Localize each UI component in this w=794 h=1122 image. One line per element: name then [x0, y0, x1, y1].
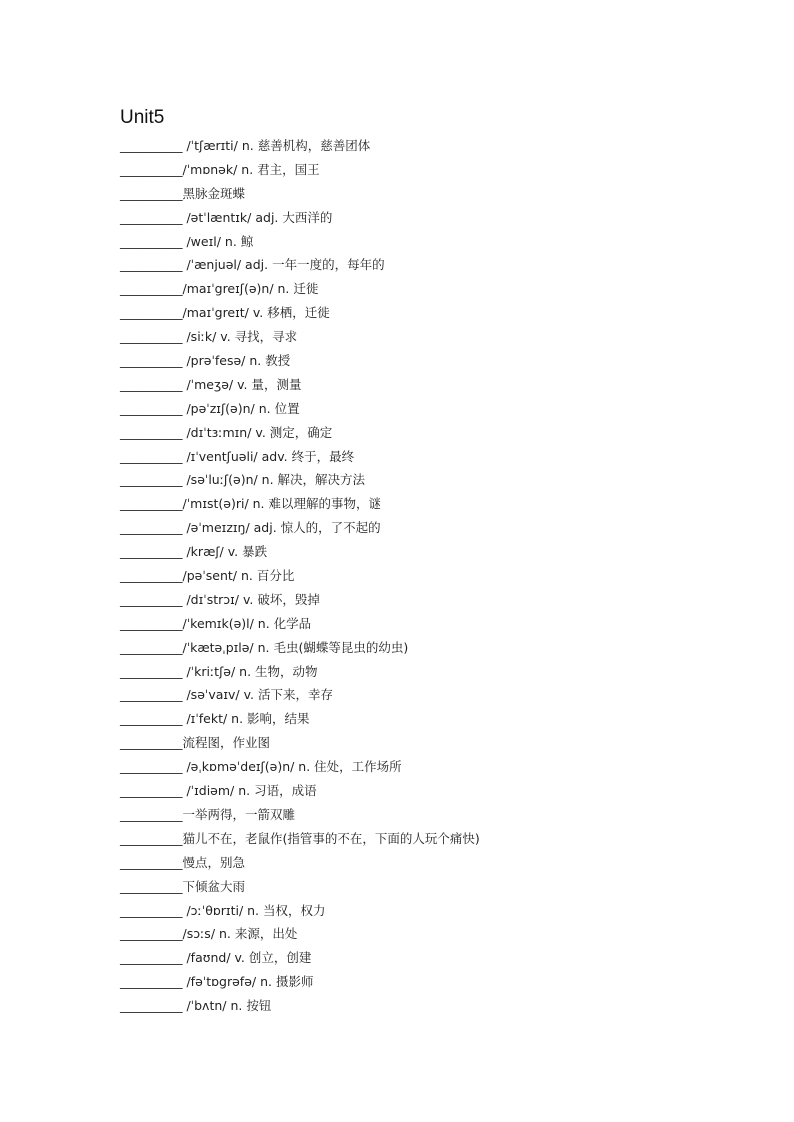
vocab-entry-text: /ətˈlæntɪk/ adj. 大西洋的 — [182, 209, 333, 225]
vocab-item — [120, 516, 760, 540]
vocab-item — [120, 468, 760, 492]
page-title: Unit5 — [120, 107, 165, 128]
vocab-item — [120, 325, 760, 349]
answer-blank: __________ — [120, 830, 183, 846]
answer-blank: __________ — [120, 496, 183, 512]
vocab-item — [120, 206, 760, 230]
vocab-entry-text: /ɪˈfekt/ n. 影响，结果 — [182, 711, 310, 727]
answer-blank: __________ — [120, 257, 183, 273]
vocab-item — [120, 134, 760, 158]
vocab-list — [120, 134, 760, 1018]
answer-blank: __________ — [120, 902, 183, 918]
vocab-item — [120, 683, 760, 707]
vocab-item — [120, 182, 760, 206]
answer-blank: __________ — [120, 448, 183, 464]
answer-blank: __________ — [120, 376, 183, 392]
vocab-item — [120, 588, 760, 612]
answer-blank: __________ — [120, 735, 183, 751]
vocab-item — [120, 253, 760, 277]
vocab-entry-text: 流程图，作业图 — [182, 735, 271, 751]
answer-blank: __________ — [120, 233, 183, 249]
answer-blank: __________ — [120, 926, 183, 942]
answer-blank: __________ — [120, 138, 183, 153]
answer-blank: __________ — [120, 472, 183, 488]
answer-blank: __________ — [120, 305, 183, 321]
answer-blank: __________ — [120, 663, 183, 679]
vocab-item — [120, 994, 760, 1018]
answer-blank: __________ — [120, 806, 183, 822]
vocab-item — [120, 301, 760, 325]
vocab-entry-text: /prəˈfesə/ n. 教授 — [182, 353, 291, 369]
vocab-item — [120, 875, 760, 899]
vocab-item — [120, 851, 760, 875]
vocab-item — [120, 373, 760, 397]
vocab-item — [120, 540, 760, 564]
vocab-item — [120, 827, 760, 851]
vocab-item — [120, 755, 760, 779]
answer-blank: __________ — [120, 400, 183, 416]
vocab-entry-text: /ˈɪdiəm/ n. 习语，成语 — [182, 783, 317, 799]
vocab-entry-text: /ˈmeʒə/ v. 量，测量 — [182, 376, 302, 392]
answer-blank: __________ — [120, 329, 183, 345]
vocab-entry-text: 下倾盆大雨 — [182, 878, 246, 894]
vocab-item — [120, 803, 760, 827]
vocab-entry-text: /ˈænjuəl/ adj. 一年一度的，每年的 — [182, 257, 385, 273]
vocab-entry-text: /faʊnd/ v. 创立，创建 — [182, 950, 312, 966]
vocab-item — [120, 230, 760, 254]
answer-blank: __________ — [120, 544, 183, 560]
answer-blank: __________ — [120, 950, 183, 966]
vocab-item — [120, 731, 760, 755]
answer-blank: __________ — [120, 711, 183, 727]
vocab-entry-text: /ɪˈventʃuəli/ adv. 终于，最终 — [182, 448, 355, 464]
answer-blank: __________ — [120, 974, 183, 990]
answer-blank: __________ — [120, 878, 183, 894]
vocab-entry-text: /ˈtʃærɪti/ n. 慈善机构，慈善团体 — [182, 138, 371, 153]
vocab-item — [120, 636, 760, 660]
vocab-item — [120, 492, 760, 516]
answer-blank: __________ — [120, 687, 183, 703]
vocab-item — [120, 397, 760, 421]
vocab-entry-text: /ˈmɒnək/ n. 君主，国王 — [182, 161, 320, 177]
vocab-entry-text: 慢点，别急 — [182, 854, 246, 870]
vocab-item — [120, 660, 760, 684]
vocab-item — [120, 946, 760, 970]
vocab-entry-text: 猫儿不在，老鼠作(指管事的不在，下面的人玩个痛快) — [182, 830, 480, 846]
vocab-item — [120, 970, 760, 994]
vocab-entry-text: /əˈmeɪzɪŋ/ adj. 惊人的，了不起的 — [182, 520, 381, 536]
answer-blank: __________ — [120, 424, 183, 440]
vocab-item — [120, 899, 760, 923]
vocab-entry-text: 黑脉金斑蝶 — [182, 185, 246, 201]
vocab-entry-text: /siːk/ v. 寻找，寻求 — [182, 329, 298, 345]
vocab-item — [120, 421, 760, 445]
vocab-entry-text: /pəˈsent/ n. 百分比 — [182, 568, 295, 584]
answer-blank: __________ — [120, 615, 183, 631]
vocab-entry-text: /səˈvaɪv/ v. 活下来，幸存 — [182, 687, 333, 703]
vocab-item — [120, 779, 760, 803]
vocab-entry-text: /fəˈtɒgrəfə/ n. 摄影师 — [182, 974, 314, 990]
answer-blank: __________ — [120, 591, 183, 607]
vocab-entry-text: /maɪˈgreɪʃ(ə)n/ n. 迁徙 — [182, 281, 319, 297]
vocab-entry-text: /sɔːs/ n. 来源，出处 — [182, 926, 298, 942]
worksheet-page — [120, 104, 760, 1018]
vocab-item — [120, 612, 760, 636]
answer-blank: __________ — [120, 854, 183, 870]
answer-blank: __________ — [120, 281, 183, 297]
answer-blank: __________ — [120, 209, 183, 225]
vocab-entry-text: /weɪl/ n. 鲸 — [182, 233, 254, 249]
vocab-entry-text: 一举两得，一箭双雕 — [182, 806, 296, 822]
vocab-item — [120, 277, 760, 301]
vocab-item — [120, 707, 760, 731]
vocab-entry-text: /ɔːˈθɒrɪti/ n. 当权，权力 — [182, 902, 326, 918]
answer-blank: __________ — [120, 568, 183, 584]
vocab-entry-text: /dɪˈstrɔɪ/ v. 破坏，毁掉 — [182, 591, 320, 607]
vocab-entry-text: /ˈkemɪk(ə)l/ n. 化学品 — [182, 615, 312, 631]
vocab-item — [120, 445, 760, 469]
vocab-entry-text: /ˈbʌtn/ n. 按钮 — [182, 998, 272, 1014]
answer-blank: __________ — [120, 520, 183, 536]
vocab-item — [120, 349, 760, 373]
vocab-entry-text: /ˈkriːtʃə/ n. 生物，动物 — [182, 663, 318, 679]
answer-blank: __________ — [120, 998, 183, 1014]
vocab-entry-text: /əˌkɒməˈdeɪʃ(ə)n/ n. 住处，工作场所 — [182, 759, 402, 775]
answer-blank: __________ — [120, 353, 183, 369]
answer-blank: __________ — [120, 639, 183, 655]
answer-blank: __________ — [120, 759, 183, 775]
answer-blank: __________ — [120, 185, 183, 201]
vocab-entry-text: /ˈkætəˌpɪlə/ n. 毛虫(蝴蝶等昆虫的幼虫) — [182, 639, 409, 655]
vocab-entry-text: /səˈluːʃ(ə)n/ n. 解决，解决方法 — [182, 472, 366, 488]
answer-blank: __________ — [120, 161, 183, 177]
vocab-entry-text: /maɪˈgreɪt/ v. 移栖，迁徙 — [182, 305, 330, 321]
vocab-item — [120, 158, 760, 182]
vocab-item — [120, 922, 760, 946]
vocab-entry-text: /pəˈzɪʃ(ə)n/ n. 位置 — [182, 400, 300, 416]
vocab-entry-text: /ˈmɪst(ə)ri/ n. 难以理解的事物，谜 — [182, 496, 381, 512]
vocab-entry-text: /dɪˈtɜːmɪn/ v. 测定，确定 — [182, 424, 333, 440]
answer-blank: __________ — [120, 783, 183, 799]
vocab-item — [120, 564, 760, 588]
vocab-entry-text: /kræʃ/ v. 暴跌 — [182, 544, 268, 560]
